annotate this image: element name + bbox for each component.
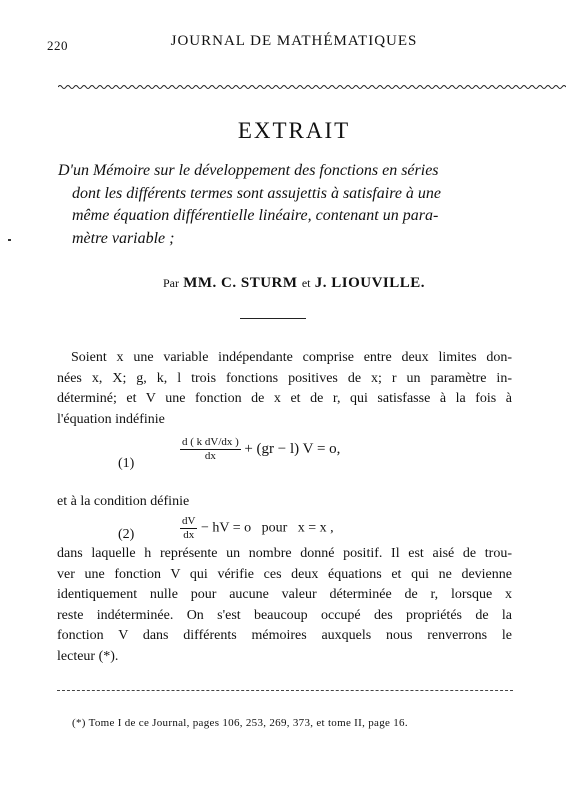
- authors-et: et: [301, 276, 311, 290]
- paragraph-2: et à la condition définie: [57, 494, 190, 509]
- text-line: fonction V dans différents mémoires auxquels nous renverrons le: [57, 628, 512, 643]
- equation-1-rest: + (gr − l) V = o,: [244, 441, 341, 457]
- text-line: Soient x une variable indépendante comprise entre deux limites don-: [71, 350, 512, 365]
- footnote-rule: [57, 690, 513, 691]
- short-rule: [240, 318, 306, 319]
- text-line: dans laquelle h représente un nombre donné positif. Il est aisé de trou-: [57, 546, 512, 561]
- subtitle-line: même équation différentielle linéaire, contenant un para-: [72, 207, 439, 224]
- subtitle: [58, 160, 528, 250]
- equation-1-denominator: dx: [204, 450, 216, 462]
- equation-2-numerator: dV: [182, 515, 196, 527]
- text-line: lecteur (*).: [57, 648, 119, 664]
- authors-second: J. LIOUVILLE.: [314, 275, 426, 291]
- page-number: 220: [47, 38, 68, 53]
- running-title: JOURNAL DE MATHÉMATIQUES: [170, 33, 418, 49]
- paragraph-3: [57, 544, 512, 667]
- text-line: l'équation indéfinie: [57, 411, 165, 427]
- equation-2-number: (2): [118, 527, 135, 542]
- text-line: nées x, X; g, k, l trois fonctions positives de x; r un paramètre in-: [57, 370, 512, 386]
- subtitle-line: D'un Mémoire sur le développement des fonctions en séries: [58, 162, 439, 179]
- subtitle-line: dont les différents termes sont assujettis à satisfaire à une: [72, 184, 442, 202]
- paragraph-1: [57, 348, 512, 430]
- authors-par: Par: [162, 276, 179, 290]
- equation-1-fraction: [180, 436, 241, 463]
- subtitle-line: mètre variable ;: [72, 229, 175, 247]
- equation-1-number: (1): [118, 456, 135, 471]
- equation-1: [180, 436, 340, 463]
- main-title: EXTRAIT: [237, 118, 351, 143]
- equation-2-denominator: dx: [183, 529, 195, 541]
- authors-line: [0, 275, 588, 292]
- text-line: identiquement nulle pour aucune valeur déterminée de r, lorsque x: [57, 587, 512, 602]
- ornamental-rule: [58, 84, 566, 90]
- equation-1-numerator: d ( k dV/dx ): [182, 436, 239, 448]
- text-line: ver une fonction V qui vérifie ces deux équations et qui ne devienne: [57, 566, 512, 582]
- equation-2: [180, 515, 334, 542]
- equation-2-rest: − hV = o pour x = x ,: [200, 520, 334, 536]
- authors-first: MM. C. STURM: [183, 275, 298, 291]
- footnote: (*) Tome I de ce Journal, pages 106, 253, 269, 373, et tome II, page 16.: [72, 717, 408, 729]
- text-line: déterminé; et V une fonction de x et de r, qui satisfasse à la fois à: [57, 391, 512, 406]
- text-line: reste indéterminée. On s'est beaucoup occupé des propriétés de la: [57, 607, 512, 623]
- equation-2-fraction: [180, 515, 197, 542]
- margin-mark: [8, 239, 11, 241]
